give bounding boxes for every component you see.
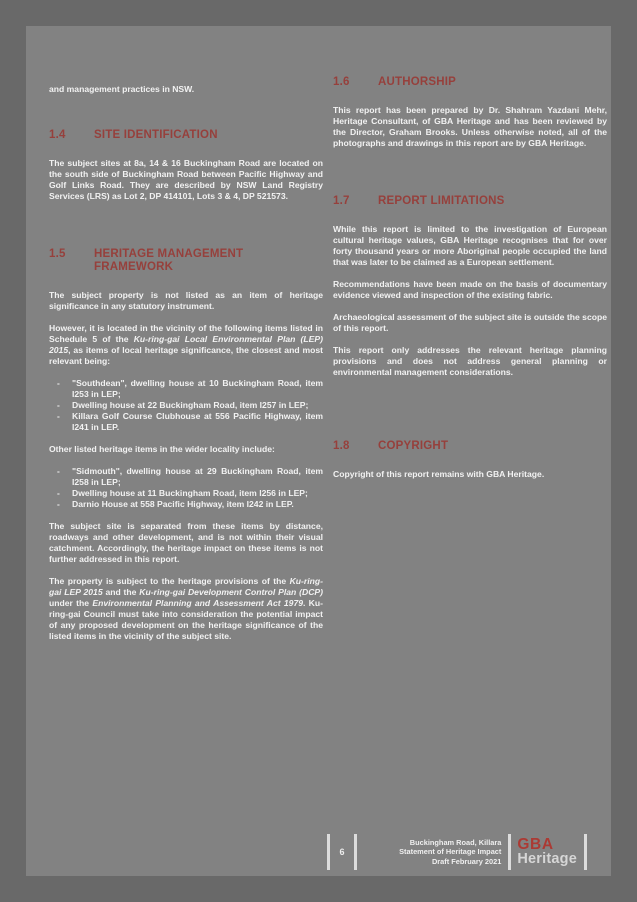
section-number: 1.7 (333, 195, 350, 207)
paragraph: However, it is located in the vicinity of the following items listed in Schedule 5 of the Ku-ring-gai Local Environmental Plan (LEP) 2015, as items of local heritage significance, the closest and most relevant being: (49, 323, 323, 366)
paragraph: This report only addresses the relevant heritage planning provisions and does not address general planning or environmental management considerations. (333, 345, 607, 377)
footer-title-line: Buckingham Road, Killara (409, 837, 502, 847)
page-number: 6 (339, 847, 345, 857)
paragraph: Copyright of this report remains with GBA Heritage. (333, 469, 545, 479)
paragraph: Recommendations have been made on the basis of documentary evidence viewed and inspection of the existing fabric. (333, 279, 607, 300)
bullet-text: Killara Golf Course Clubhouse at 556 Pacific Highway, item I241 in LEP. (72, 411, 323, 432)
left-column (49, 84, 323, 653)
footer-title-line: Statement of Heritage Impact (399, 847, 502, 857)
paragraph: While this report is limited to the investigation of European cultural heritage values, GBA Heritage recognises that for over forty thousand years or more Aboriginal people occupied the land that was later to be claimed as a European settlement. (333, 224, 607, 267)
section-title: SITE IDENTIFICATION (94, 129, 218, 141)
right-column (333, 76, 607, 491)
paragraph: This report has been prepared by Dr. Shahram Yazdani Mehr, Heritage Consultant, of GBA Heritage and has been reviewed by the Director, Graham Brooks. Unless otherwise noted, all of the photographs and drawings in this report are by GBA Heritage. (333, 105, 607, 148)
wider-items-list (49, 466, 323, 510)
section-title: REPORT LIMITATIONS (378, 195, 505, 207)
paragraph: The subject property is not listed as an item of heritage significance in any statutory instrument. (49, 290, 323, 311)
section-number: 1.4 (49, 129, 66, 141)
bullet-text: Darnio House at 558 Pacific Highway, item I242 in LEP. (72, 499, 294, 509)
bullet-dash: - (57, 488, 60, 498)
page-footer (327, 832, 587, 872)
paragraph: The property is subject to the heritage provisions of the Ku-ring-gai LEP 2015 and the Ku-ring-gai Development Control Plan (DCP) under the Environmental Planning and Assessment Act 1979. Ku-ring-gai Council must take into consideration the potential impact of any proposed development on the heritage significance of the listed items in the vicinity of the subject site. (49, 576, 323, 641)
paragraph: Archaeological assessment of the subject site is outside the scope of this report. (333, 312, 607, 333)
logo-heritage-text: Heritage (517, 851, 577, 867)
section-title: COPYRIGHT (378, 440, 449, 452)
bullet-dash: - (57, 499, 60, 509)
section-1-5-heading (49, 248, 323, 274)
bullet-text: "Sidmouth", dwelling house at 29 Buckingham Road, item I258 in LEP; (72, 466, 323, 487)
document-page (26, 26, 611, 876)
bullet-text: Dwelling house at 22 Buckingham Road, item I257 in LEP; (72, 400, 309, 410)
lep-items-list (49, 378, 323, 433)
paragraph: Other listed heritage items in the wider locality include: (49, 444, 275, 454)
footer-title-line: Draft February 2021 (431, 856, 502, 866)
bullet-item (49, 378, 323, 400)
bullet-dash: - (57, 378, 60, 388)
logo-gba-text: GBA (517, 836, 554, 853)
footer-document-title (357, 838, 508, 867)
bullet-text: "Southdean", dwelling house at 10 Buckingham Road, item I253 in LEP; (72, 378, 323, 399)
section-number: 1.5 (49, 248, 66, 260)
section-1-7-heading (333, 195, 607, 208)
bullet-item (49, 499, 323, 510)
section-number: 1.8 (333, 440, 350, 452)
section-title: HERITAGE MANAGEMENT FRAMEWORK (94, 248, 244, 273)
paragraph: The subject sites at 8a, 14 & 16 Buckingham Road are located on the south side of Buckingham Road between Pacific Highway and Golf Links Road. They are described by NSW Land Registry Services (LRS) as Lot 2, DP 414101, Lots 3 & 4, DP 521573. (49, 158, 323, 201)
bullet-item (49, 411, 323, 433)
bullet-item (49, 400, 323, 411)
section-title: AUTHORSHIP (378, 76, 457, 88)
section-number: 1.6 (333, 76, 350, 88)
bullet-text: Dwelling house at 11 Buckingham Road, item I256 in LEP; (72, 488, 308, 498)
bullet-dash: - (57, 466, 60, 476)
section-1-4-heading (49, 129, 323, 142)
intro-paragraph: and management practices in NSW. (49, 84, 195, 94)
gba-heritage-logo (511, 838, 584, 866)
bullet-item (49, 466, 323, 488)
section-1-8-heading (333, 440, 607, 453)
bullet-item (49, 488, 323, 499)
bullet-dash: - (57, 411, 60, 421)
paragraph: The subject site is separated from these items by distance, roadways and other development, and is not within their visual catchment. Accordingly, the heritage impact on these items is not further addressed in this report. (49, 521, 323, 564)
section-1-6-heading (333, 76, 607, 89)
bullet-dash: - (57, 400, 60, 410)
footer-divider (584, 834, 587, 870)
